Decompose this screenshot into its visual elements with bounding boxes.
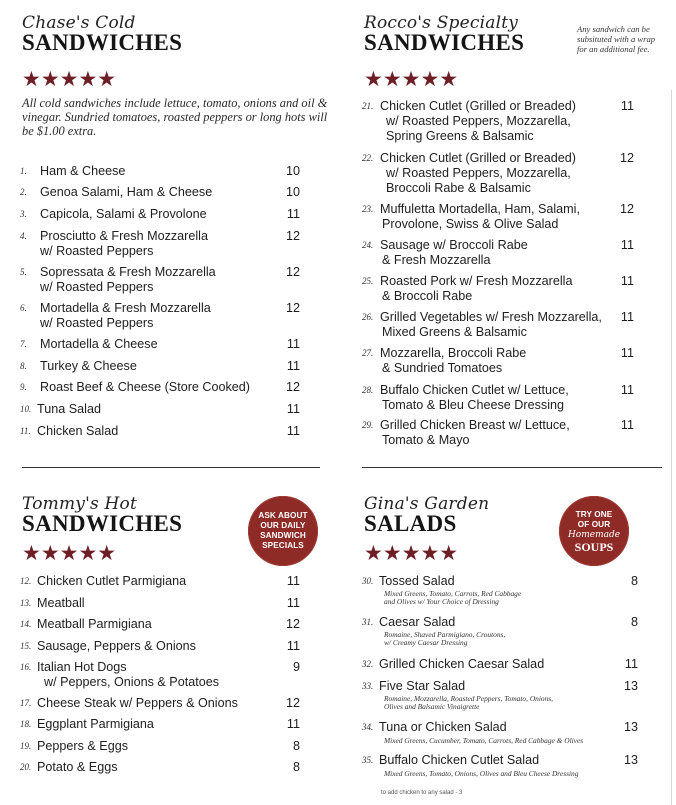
item-name: Chicken Cutlet Parmigiana — [37, 574, 187, 588]
item-number: 21. — [362, 101, 374, 111]
item-name: Chicken Salad — [37, 424, 119, 438]
cold-script-title: Chase's Cold — [22, 13, 136, 33]
item-number: 28. — [362, 385, 374, 395]
badge-line: ASK ABOUT — [258, 511, 308, 520]
item-price: 11 — [624, 657, 638, 671]
item-price: 11 — [286, 207, 300, 221]
item-number: 30. — [362, 576, 374, 586]
cold-intro-text: All cold sandwiches include lettuce, tomato, onions and oil & vinegar. Sundried tomatoes, roasted peppers or long hots will be $1.00 extra. — [22, 96, 328, 138]
item-name: Grilled Chicken Caesar Salad — [379, 657, 545, 671]
star-rating-icon: ★★★★★ — [364, 67, 459, 91]
badge-line: OUR DAILY — [260, 521, 306, 530]
item-name: Roasted Pork w/ Fresh Mozzarella — [380, 274, 573, 288]
item-number: 2. — [20, 187, 27, 197]
badge-line: SPECIALS — [262, 541, 304, 550]
item-number: 4. — [20, 231, 27, 241]
item-name-line2: w/ Roasted Peppers — [40, 280, 154, 294]
salads-header — [364, 495, 544, 564]
item-name: Italian Hot Dogs — [37, 660, 127, 674]
item-name: Buffalo Chicken Cutlet w/ Lettuce, — [380, 383, 569, 397]
item-number: 24. — [362, 240, 374, 250]
item-price: 11 — [286, 337, 300, 351]
item-number: 22. — [362, 153, 374, 163]
item-number: 16. — [20, 662, 32, 672]
item-price: 12 — [619, 202, 634, 216]
item-name-line2: & Broccoli Rabe — [382, 289, 473, 303]
item-name: Ham & Cheese — [40, 164, 126, 178]
item-number: 11. — [20, 426, 31, 436]
item-name: Mortadella & Fresh Mozzarella — [40, 301, 211, 315]
item-name: Grilled Vegetables w/ Fresh Mozzarella, — [380, 310, 602, 324]
item-description-line2: and Olives w/ Your Choice of Dressing — [384, 597, 499, 606]
item-number: 3. — [20, 209, 27, 219]
item-price: 13 — [623, 753, 638, 767]
item-number: 1. — [20, 166, 27, 176]
wrap-note-line: subsituted with a wrap — [577, 34, 656, 44]
cold-title: SANDWICHES — [22, 30, 183, 55]
item-price: 11 — [620, 238, 634, 252]
item-name-line2: w/ Peppers, Onions & Potatoes — [44, 675, 220, 689]
item-description: Romaine, Shaved Parmigiano, Croutons, — [384, 630, 506, 639]
item-name: Chicken Cutlet (Grilled or Breaded) — [380, 99, 576, 113]
item-price: 12 — [285, 265, 300, 279]
item-price: 11 — [286, 359, 300, 373]
item-number: 33. — [362, 681, 374, 691]
item-price: 12 — [285, 380, 300, 394]
item-number: 26. — [362, 312, 374, 322]
item-name: Tuna Salad — [37, 402, 101, 416]
item-number: 5. — [20, 267, 27, 277]
star-rating-icon: ★★★★★ — [22, 67, 117, 91]
item-name: Cheese Steak w/ Peppers & Onions — [37, 696, 238, 710]
item-price: 12 — [285, 229, 300, 243]
item-price: 11 — [286, 596, 300, 610]
item-description: Romaine, Mozzarella, Roasted Peppers, Tomato, Onions, — [384, 694, 554, 703]
homemade-soups-badge — [559, 496, 629, 566]
item-name-line3: Broccoli Rabe & Balsamic — [386, 181, 531, 195]
item-number: 15. — [20, 641, 32, 651]
item-name: Meatball Parmigiana — [37, 617, 152, 631]
item-name: Caesar Salad — [379, 615, 456, 629]
item-name: Prosciutto & Fresh Mozzarella — [40, 229, 208, 243]
star-rating-icon: ★★★★★ — [22, 541, 117, 565]
item-name-line2: w/ Roasted Peppers, Mozzarella, — [386, 114, 571, 128]
item-name: Eggplant Parmigiana — [37, 717, 154, 731]
item-price: 13 — [623, 679, 638, 693]
item-description: Mixed Greens, Tomato, Onions, Olives and Bleu Cheese Dressing — [384, 769, 579, 778]
item-number: 29. — [362, 420, 374, 430]
item-price: 11 — [286, 402, 300, 416]
item-description-line2: Olives and Balsamic Vinaigrette — [384, 702, 480, 711]
item-number: 9. — [20, 382, 27, 392]
item-price: 12 — [285, 617, 300, 631]
item-name: Five Star Salad — [379, 679, 466, 693]
item-name: Muffuletta Mortadella, Ham, Salami, — [380, 202, 580, 216]
item-name-line2: w/ Roasted Peppers, Mozzarella, — [386, 166, 571, 180]
salads-script-title: Gina's Garden — [364, 494, 490, 514]
item-name: Meatball — [37, 596, 85, 610]
item-number: 10. — [20, 404, 32, 414]
star-rating-icon: ★★★★★ — [364, 541, 459, 565]
item-name: Buffalo Chicken Cutlet Salad — [379, 753, 540, 767]
specialty-title: SANDWICHES — [364, 30, 525, 55]
item-price: 11 — [620, 346, 634, 360]
item-price: 10 — [285, 164, 300, 178]
section-divider — [362, 467, 662, 468]
item-number: 6. — [20, 303, 27, 313]
item-name-line2: w/ Roasted Peppers — [40, 244, 154, 258]
item-price: 11 — [286, 717, 300, 731]
item-number: 14. — [20, 619, 32, 629]
item-price: 11 — [620, 310, 634, 324]
item-name: Chicken Cutlet (Grilled or Breaded) — [380, 151, 576, 165]
item-number: 34. — [362, 722, 374, 732]
item-price: 11 — [286, 574, 300, 588]
item-name-line2: w/ Roasted Peppers — [40, 316, 154, 330]
item-number: 13. — [20, 598, 32, 608]
item-price: 11 — [620, 383, 634, 397]
item-name-line2: Provolone, Swiss & Olive Salad — [382, 217, 559, 231]
item-name: Roast Beef & Cheese (Store Cooked) — [40, 380, 251, 394]
item-name: Tossed Salad — [379, 574, 455, 588]
item-name: Peppers & Eggs — [37, 739, 129, 753]
specialty-script-title: Rocco's Specialty — [364, 13, 519, 33]
item-price: 12 — [285, 696, 300, 710]
item-name: Capicola, Salami & Provolone — [40, 207, 207, 221]
item-name: Sopressata & Fresh Mozzarella — [40, 265, 216, 279]
item-name: Mozzarella, Broccoli Rabe — [380, 346, 527, 360]
badge-big-line: SOUPS — [574, 539, 614, 554]
item-price: 12 — [619, 151, 634, 165]
item-name: Genoa Salami, Ham & Cheese — [40, 185, 213, 199]
item-price: 11 — [286, 424, 300, 438]
wrap-note — [577, 24, 672, 54]
item-name: Tuna or Chicken Salad — [379, 720, 507, 734]
item-price: 9 — [292, 660, 300, 674]
item-number: 12. — [20, 576, 32, 586]
item-price: 13 — [623, 720, 638, 734]
item-number: 35. — [362, 755, 374, 765]
item-number: 17. — [20, 698, 32, 708]
item-description-line2: w/ Creamy Caesar Dressing — [384, 638, 468, 647]
item-price: 8 — [630, 615, 638, 629]
wrap-note-line: for an additional fee. — [577, 44, 650, 54]
item-name-line2: & Fresh Mozzarella — [382, 253, 491, 267]
item-number: 7. — [20, 339, 27, 349]
item-number: 19. — [20, 741, 32, 751]
salad-footnote: to add chicken to any salad - 3 — [381, 790, 463, 796]
item-name: Sausage w/ Broccoli Rabe — [380, 238, 528, 252]
item-price: 12 — [285, 301, 300, 315]
item-price: 11 — [620, 99, 634, 113]
item-name: Mortadella & Cheese — [40, 337, 158, 351]
item-number: 27. — [362, 348, 374, 358]
item-number: 20. — [20, 762, 32, 772]
specialty-sandwiches-header — [364, 14, 564, 90]
item-number: 18. — [20, 719, 32, 729]
hot-script-title: Tommy's Hot — [22, 494, 137, 514]
item-name-line3: Spring Greens & Balsamic — [386, 129, 534, 143]
wrap-note-line: Any sandwich can be — [577, 24, 650, 34]
item-number: 25. — [362, 276, 374, 286]
item-name: Sausage, Peppers & Onions — [37, 639, 196, 653]
item-price: 8 — [292, 739, 300, 753]
item-name: Turkey & Cheese — [40, 359, 137, 373]
item-name: Grilled Chicken Breast w/ Lettuce, — [380, 418, 570, 432]
item-price: 11 — [286, 639, 300, 653]
hot-title: SANDWICHES — [22, 511, 183, 536]
item-price: 10 — [285, 185, 300, 199]
item-price: 8 — [292, 760, 300, 774]
item-price: 11 — [620, 418, 634, 432]
cold-sandwiches-header — [22, 14, 332, 138]
item-name-line2: Tomato & Mayo — [382, 433, 470, 447]
section-divider — [22, 467, 320, 468]
item-price: 11 — [620, 274, 634, 288]
scan-edge — [671, 90, 672, 805]
item-number: 32. — [362, 659, 374, 669]
item-number: 31. — [362, 617, 374, 627]
badge-script-line: Homemade — [567, 529, 621, 540]
item-number: 23. — [362, 204, 374, 214]
item-name-line2: & Sundried Tomatoes — [382, 361, 503, 375]
badge-line: OF OUR — [577, 519, 611, 529]
item-description: Mixed Greens, Tomato, Carrots, Red Cabbage — [384, 589, 522, 598]
badge-line: SANDWICH — [260, 531, 306, 540]
item-price: 8 — [630, 574, 638, 588]
salads-title: SALADS — [364, 511, 457, 536]
item-name-line2: Mixed Greens & Balsamic — [382, 325, 527, 339]
item-description: Mixed Greens, Cucumber, Tomato, Carrots, Red Cabbage & Olives — [384, 736, 584, 745]
item-name: Potato & Eggs — [37, 760, 118, 774]
item-name-line2: Tomato & Bleu Cheese Dressing — [382, 398, 564, 412]
badge-line: TRY ONE — [575, 509, 613, 519]
hot-sandwiches-header — [22, 495, 232, 564]
daily-specials-badge — [248, 496, 318, 566]
item-number: 8. — [20, 361, 27, 371]
